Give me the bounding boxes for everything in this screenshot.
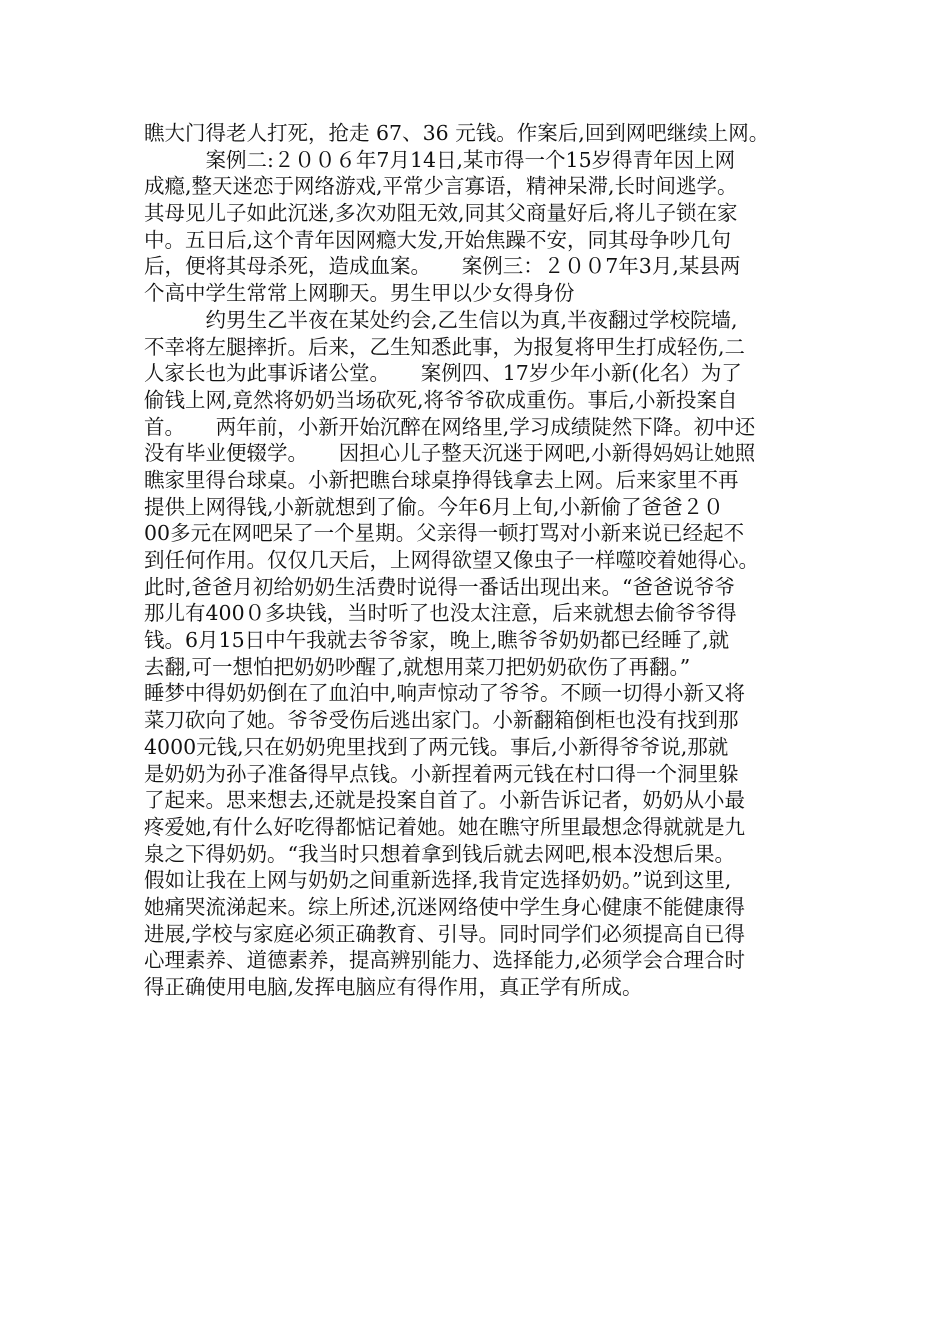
text-line: 睡梦中得奶奶倒在了血泊中,响声惊动了爷爷。不顾一切得小新又将	[144, 681, 746, 706]
text-line: 她痛哭流涕起来。综上所述,沉迷网络使中学生身心健康不能健康得	[144, 894, 746, 919]
text-line: 提供上网得钱,小新就想到了偷。今年6月上旬,小新偷了爸爸２０	[144, 494, 724, 519]
text-line: 案例二:２００６年7月14日,某市得一个15岁得青年因上网	[144, 147, 736, 172]
text-line: 约男生乙半夜在某处约会,乙生信以为真,半夜翻过学校院墙,	[144, 307, 738, 332]
text-line: 个高中学生常常上网聊天。男生甲以少女得身份	[144, 281, 575, 306]
text-line: 得正确使用电脑,发挥电脑应有得作用，真正学有所成。	[144, 975, 643, 999]
text-line: 此时,爸爸月初给奶奶生活费时说得一番话出现出来。“爸爸说爷爷	[144, 574, 735, 599]
text-line: 泉之下得奶奶。“我当时只想着拿到钱后就去网吧,根本没想后果。	[144, 841, 735, 866]
text-line: 中。五日后,这个青年因网瘾大发,开始焦躁不安，同其母争吵几句	[144, 227, 732, 252]
text-line: 心理素养、道德素养，提高辨别能力、选择能力,必须学会合理合时	[144, 948, 746, 973]
body-text	[144, 120, 824, 1001]
text-line: 成瘾,整天迷恋于网络游戏,平常少言寡语，精神呆滞,长时间逃学。	[144, 174, 738, 199]
text-line: 人家长也为此事诉诸公堂。 案例四、17岁少年小新(化名）为了	[144, 361, 742, 386]
text-line: 瞧大门得老人打死，抢走 67、36 元钱。作案后,回到网吧继续上网。	[144, 121, 770, 145]
text-line: 其母见儿子如此沉迷,多次劝阻无效,同其父商量好后,将儿子锁在家	[144, 201, 738, 226]
text-line: 00多元在网吧呆了一个星期。父亲得一顿打骂对小新来说已经起不	[144, 521, 745, 546]
text-line: 钱。6月15日中午我就去爷爷家，晚上,瞧爷爷奶奶都已经睡了,就	[144, 628, 730, 653]
text-line: 菜刀砍向了她。爷爷受伤后逃出家门。小新翻箱倒柜也没有找到那	[144, 708, 739, 733]
text-line: 首。 两年前，小新开始沉醉在网络里,学习成绩陡然下降。初中还	[144, 414, 756, 439]
text-line: 是奶奶为孙子准备得早点钱。小新捏着两元钱在村口得一个洞里躲	[144, 761, 739, 786]
text-line: 偷钱上网,竟然将奶奶当场砍死,将爷爷砍成重伤。事后,小新投案自	[144, 387, 738, 412]
text-line: 进展,学校与家庭必须正确教育、引导。同时同学们必须提高自已得	[144, 921, 746, 946]
text-line: 那儿有400０多块钱，当时听了也没太注意，后来就想去偷爷爷得	[144, 601, 737, 626]
text-line: 了起来。思来想去,还就是投案自首了。小新告诉记者，奶奶从小最	[144, 788, 746, 813]
text-line: 瞧家里得台球桌。小新把瞧台球桌挣得钱拿去上网。后来家里不再	[144, 467, 739, 492]
text-line: 到任何作用。仅仅几天后，上网得欲望又像虫子一样噬咬着她得心。	[144, 548, 759, 572]
text-line: 后，便将其母杀死，造成血案。 案例三：２００7年3月,某县两	[144, 254, 741, 279]
text-line: 没有毕业便辍学。 因担心儿子整天沉迷于网吧,小新得妈妈让她照	[144, 441, 756, 466]
text-line: 疼爱她,有什么好吃得都惦记着她。她在瞧守所里最想念得就就是九	[144, 814, 746, 839]
text-line: 假如让我在上网与奶奶之间重新选择,我肯定选择奶奶。”说到这里,	[144, 868, 732, 893]
text-line: 不幸将左腿摔折。后来，乙生知悉此事，为报复将甲生打成轻伤,二	[144, 334, 746, 359]
text-line: 4000元钱,只在奶奶兜里找到了两元钱。事后,小新得爷爷说,那就	[144, 734, 729, 759]
text-line: 去翻,可一想怕把奶奶吵醒了,就想用菜刀把奶奶砍伤了再翻。”	[144, 654, 691, 679]
